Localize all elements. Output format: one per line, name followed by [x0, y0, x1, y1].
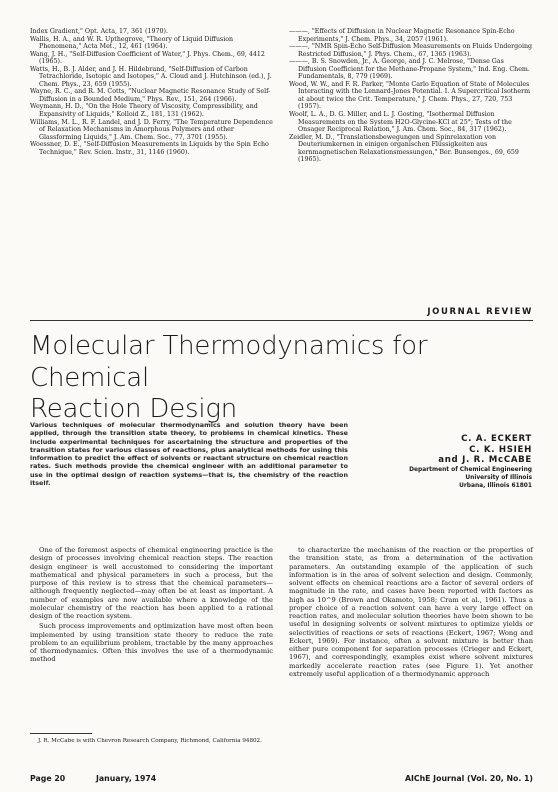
references-left-column	[30, 28, 274, 156]
abstract: Various techniques of molecular thermodynamics and solution theory have been applied, through the transition state theory, to problems in chemical kinetics. These include experimental techniques for ascertaining the structure and properties of the transition states for various classes of reactions, plus analytical methods for using this information to predict the effect of solvents or reactant structure on chemical reaction rates. Such methods provide the chemical engineer with an additional parameter to use in the optimal design of reaction systems—that is, the chemistry of the reaction itself.	[30, 421, 348, 488]
reference-entry: Index Gradient," Opt. Acta, 17, 361 (1970).	[30, 28, 168, 35]
body-left-column	[30, 546, 273, 664]
section-divider	[30, 320, 533, 321]
reference-entry: Wang, J. H., "Self-Diffusion Coefficient of Water," J. Phys. Chem., 69, 4412 (1965).	[30, 50, 265, 66]
reference-entry: Weymann, H. D., "On the Hole Theory of Viscosity, Compressibility, and Expansivity of Liquids," Kolloid Z., 181, 131 (1962).	[30, 103, 258, 119]
body-right-column	[289, 546, 533, 678]
author-name: C. K. HSIEH	[469, 444, 532, 455]
page-number: Page 20	[30, 774, 66, 783]
section-label: JOURNAL REVIEW	[427, 307, 533, 317]
issue-date: January, 1974	[96, 774, 157, 783]
affiliation-line: Urbana, Illinois 61801	[459, 483, 532, 489]
footnote: J. R. McCabe is with Chevron Research Company, Richmond, California 94802.	[38, 738, 262, 744]
author-affiliation	[342, 466, 532, 490]
body-paragraph: One of the foremost aspects of chemical engineering practice is the design of processes involving chemical reaction steps. The reaction design engineer is well accustomed to considering the important mathematical and physical parameters in such a process, but the purpose of this review is to stress that the chemical parameters—although frequently neglected—may often be at least as important. A number of examples are now available where a knowledge of the molecular chemistry of the reaction has been applied to a rational design of the reaction system.	[30, 546, 273, 620]
reference-entry: Woessner, D. E., "Self-Diffusion Measurements in Liquids by the Spin Echo Technique," Rev. Scien. Instr., 31, 1146 (1960).	[30, 141, 269, 156]
reference-entry: Woolf, L. A., D. G. Miller, and L. J. Gosting, "Isothermal Diffusion Measurements on the System H2O-Glycine-KCl at 25°; Tests of the Onsager Reciprocal Relation," J. Am. Chem. Soc., 84, 317 (1962).	[289, 111, 512, 134]
reference-entry: Wood, W. W., and F. R. Parker, "Monte Carlo Equation of State of Molecules Interacting with the Lennard-Jones Potential. I. A Supercritical Isotherm at about twice the Crit. Temperature," J. Chem. Phys., 27, 720, 753 (1957).	[289, 80, 531, 111]
reference-entry: ———, "Effects of Diffusion in Nuclear Magnetic Resonance Spin-Echo Experiments," J. Chem. Phys., 34, 2057 (1961).	[289, 28, 515, 43]
body-paragraph: to characterize the mechanism of the reaction or the properties of the transition state, as from a determination of the activation parameters. An outstanding example of the application of such information is in the area of solvent selection and design. Commonly, solvent effects on chemical reactions are a factor of several orders of magnitude in the rate, and cases have been reported with factors as high as 10^9 (Brown and Okamoto, 1958; Cram et al., 1961). Thus a proper choice of a reaction solvent can have a very large effect on reaction rates, and molecular solution theories have been shown to be useful in designing solvents or solvent mixtures to optimize yields or selectivities of reactions or sets of reactions (Eckert, 1967; Wong and Eckert, 1969). For instance, often a solvent mixture is better than either pure component for separation processes (Crieger and Eckert, 1967), and correspondingly, examples exist where solvent mixtures markedly accelerate reaction rates (see Figure 1). Yet another extremely useful application of a thermodynamic approach	[289, 546, 533, 678]
body-paragraph: Such process improvements and optimization have most often been implemented by using transition state theory to reduce the rate problem to an equilibrium problem, tractable by the many approaches of thermodynamics. Often this involves the use of a thermodynamic method	[30, 622, 273, 664]
title-line-1: Molecular Thermodynamics for Chemical	[30, 331, 428, 393]
reference-entry: Wayne, R. C., and R. M. Cotts, "Nuclear Magnetic Resonance Study of Self-Diffusion in a Bounded Medium," Phys. Rev., 151, 264 (1966).	[30, 88, 271, 103]
author-list	[342, 434, 532, 466]
references-right-column	[289, 28, 533, 164]
author-name: and J. R. McCABE	[438, 455, 532, 465]
reference-entry: Watts, H., B. J. Alder, and J. H. Hildebrand, "Self-Diffusion of Carbon Tetrachloride, Isotopic and Isotopes," A. Cloud and J. Hutchinson (ed.), J. Chem. Phys., 23, 659 (1955).	[30, 65, 272, 88]
reference-entry: ———, "NMR Spin-Echo Self-Diffusion Measurements on Fluids Undergoing Restricted Diffusion," J. Phys. Chem., 67, 1365 (1963).	[289, 43, 533, 58]
reference-entry: Wallis, H. A., and W. R. Upthegrove, "Theory of Liquid Diffusion Phenomena," Acta Met., 12, 461 (1964).	[30, 35, 234, 51]
reference-entry: ———, B. S. Snowden, Jr., A. George, and J. C. Melrose, "Dense Gas Diffusion Coefficient for the Methane-Propane System," Ind. Eng. Chem. Fundamentals, 8, 779 (1969).	[289, 58, 530, 81]
journal-citation: AIChE Journal (Vol. 20, No. 1)	[404, 774, 533, 783]
reference-entry: Williams, M. L., R. F. Landel, and J. D. Ferry, "The Temperature Dependence of Relaxation Mechanisms in Amorphous Polymers and other Glassforming Liquids," J. Am. Chem. Soc., 77, 3701 (1955).	[30, 118, 273, 141]
affiliation-line: Department of Chemical Engineering	[409, 467, 532, 473]
reference-entry: Zeidler, M. D., "Translationsbewegungen und Spinrelaxation von Deuteriumkernen in einigen organischen Flüssigkeiten aus kernmagnetischen Relaxationsmessungen," Ber. Bunsenges., 69, 659 (1965).	[289, 133, 519, 164]
title-line-2: Reaction Design	[30, 394, 238, 424]
affiliation-line: University of Illinois	[465, 475, 532, 481]
article-title	[30, 331, 530, 426]
page-footer	[30, 774, 533, 785]
footnote-divider	[30, 733, 92, 734]
author-name: C. A. ECKERT	[461, 434, 532, 444]
